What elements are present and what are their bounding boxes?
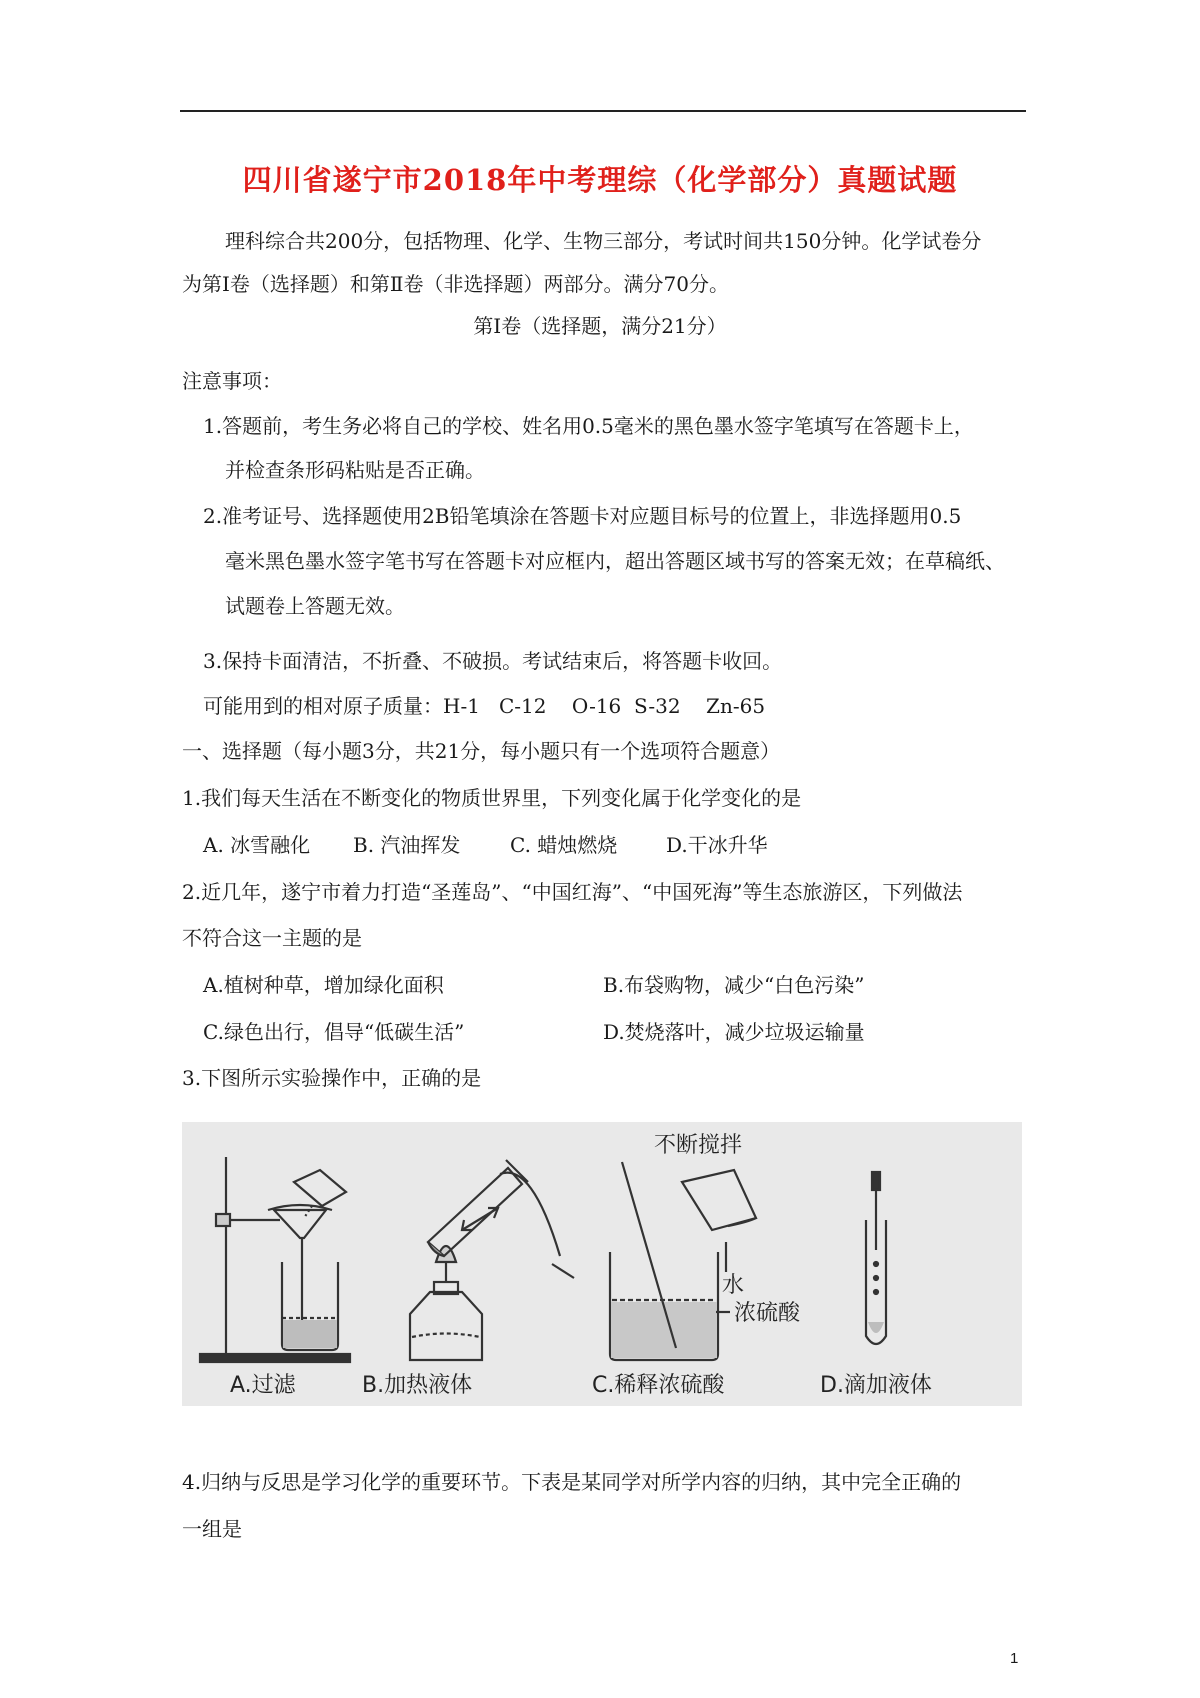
caption-b: B.加热液体 [362,1373,473,1398]
header-rule [180,110,1026,112]
page-number: 1 [1010,1650,1019,1667]
q1-option-c: C. 蜡烛燃烧 [510,833,618,857]
q2-stem-line-2: 不符合这一主题的是 [182,926,362,950]
q1-option-a: A. 冰雪融化 [203,833,311,857]
note-item-3: 3.保持卡面清洁，不折叠、不破损。考试结束后，将答题卡收回。 [203,649,783,673]
note-item-2-line-1: 2.准考证号、选择题使用2B铅笔填涂在答题卡对应题目标号的位置上，非选择题用0.5 [203,504,962,528]
water-label: 水 [722,1273,745,1298]
section-heading: 第Ⅰ卷（选择题，满分21分） [473,314,727,338]
q3-stem: 3.下图所示实验操作中，正确的是 [182,1066,482,1090]
dropping-apparatus [866,1172,886,1344]
note-item-1-line-1: 1.答题前，考生务必将自己的学校、姓名用0.5毫米的黑色墨水签字笔填写在答题卡上， [203,414,974,438]
atomic-masses: 可能用到的相对原子质量：H-1 C-12 O-16 S-32 Zn-65 [203,694,766,718]
q1-option-b: B. 汽油挥发 [353,833,461,857]
dilution-apparatus [610,1162,756,1360]
q1-stem: 1.我们每天生活在不断变化的物质世界里，下列变化属于化学变化的是 [182,786,802,810]
intro-line-2: 为第Ⅰ卷（选择题）和第Ⅱ卷（非选择题）两部分。满分70分。 [182,272,729,296]
part1-heading: 一、选择题（每小题3分，共21分，每小题只有一个选项符合题意） [182,739,781,763]
q4-stem-line-2: 一组是 [182,1517,242,1541]
acid-label: 浓硫酸 [734,1301,801,1326]
filtration-apparatus [200,1157,350,1362]
intro-line-1: 理科综合共200分，包括物理、化学、生物三部分，考试时间共150分钟。化学试卷分 [225,229,982,253]
lab-operations-figure [182,1122,1022,1406]
note-item-2-line-2: 毫米黑色墨水签字笔书写在答题卡对应框内，超出答题区域书写的答案无效；在草稿纸、 [225,549,1005,573]
q4-stem-line-1: 4.归纳与反思是学习化学的重要环节。下表是某同学对所学内容的归纳，其中完全正确的 [182,1470,962,1494]
heating-apparatus [410,1160,574,1360]
page-title: 四川省遂宁市2018年中考理综（化学部分）真题试题 [242,163,958,197]
note-item-1-line-2: 并检查条形码粘贴是否正确。 [225,458,485,482]
q2-option-c: C.绿色出行，倡导“低碳生活” [203,1020,465,1044]
q2-option-b: B.布袋购物，减少“白色污染” [603,973,865,997]
stir-label: 不断搅拌 [654,1133,743,1158]
caption-c: C.稀释浓硫酸 [592,1373,725,1398]
q1-option-d: D.干冰升华 [666,833,768,857]
q2-stem-line-1: 2.近几年，遂宁市着力打造“圣莲岛”、“中国红海”、“中国死海”等生态旅游区，下列做法 [182,880,963,904]
caption-a: A.过滤 [230,1373,296,1398]
q2-option-d: D.焚烧落叶，减少垃圾运输量 [603,1020,865,1044]
q2-option-a: A.植树种草，增加绿化面积 [203,973,444,997]
caption-d: D.滴加液体 [820,1373,932,1398]
notes-heading: 注意事项： [182,369,282,393]
note-item-2-line-3: 试题卷上答题无效。 [225,594,405,618]
